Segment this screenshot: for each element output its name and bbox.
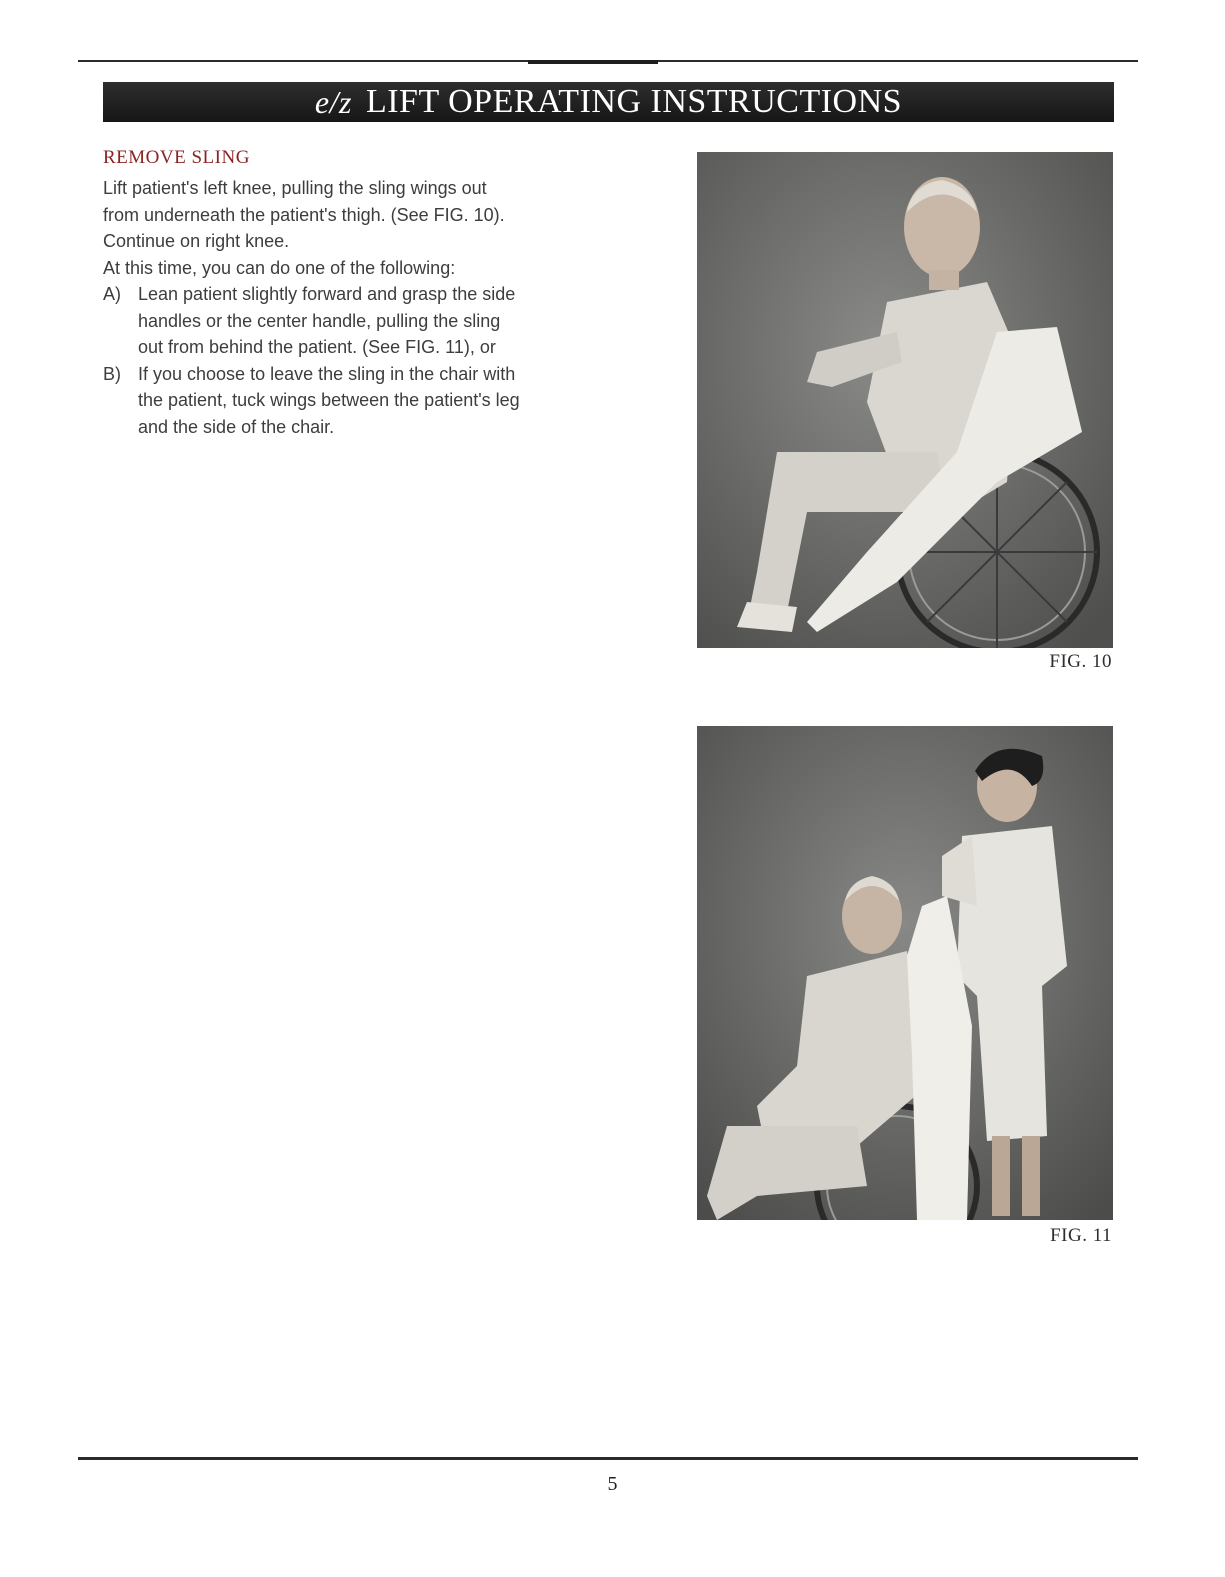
option-b	[103, 361, 613, 441]
intro-line: Lift patient's left knee, pulling the sling wings out	[103, 178, 487, 198]
brand-logo: e/z	[314, 83, 352, 120]
options-list	[103, 281, 613, 440]
option-marker: B)	[103, 363, 121, 384]
figure-11-photo	[697, 726, 1113, 1220]
option-line: If you choose to leave the sling in the chair with	[138, 363, 516, 384]
option-line: the patient, tuck wings between the patient's leg	[138, 390, 520, 410]
figure-10-caption: FIG. 10	[1049, 651, 1112, 672]
intro-line: Continue on right knee.	[103, 231, 290, 251]
option-marker: A)	[103, 284, 121, 304]
page-title: LIFT OPERATING INSTRUCTIONS	[365, 83, 903, 120]
figure-10-photo	[697, 152, 1113, 648]
instructions-body	[103, 175, 613, 440]
section-heading: REMOVE SLING	[103, 147, 250, 168]
option-line: Lean patient slightly forward and grasp the side	[138, 284, 516, 304]
page-number: 5	[607, 1473, 618, 1495]
top-rule-accent	[528, 60, 658, 64]
option-a	[103, 281, 613, 361]
intro-line: At this time, you can do one of the following:	[103, 257, 456, 278]
figure-11-caption: FIG. 11	[1050, 1225, 1112, 1246]
bottom-rule	[78, 1457, 1138, 1460]
header-banner	[103, 82, 1114, 122]
patient-in-wheelchair-image	[697, 152, 1113, 648]
intro-line: from underneath the patient's thigh. (See FIG. 10).	[103, 204, 505, 225]
option-line: out from behind the patient. (See FIG. 11), or	[138, 337, 496, 357]
caregiver-removing-sling-image	[697, 726, 1113, 1220]
option-line: handles or the center handle, pulling the sling	[138, 310, 501, 331]
option-line: and the side of the chair.	[138, 416, 335, 437]
